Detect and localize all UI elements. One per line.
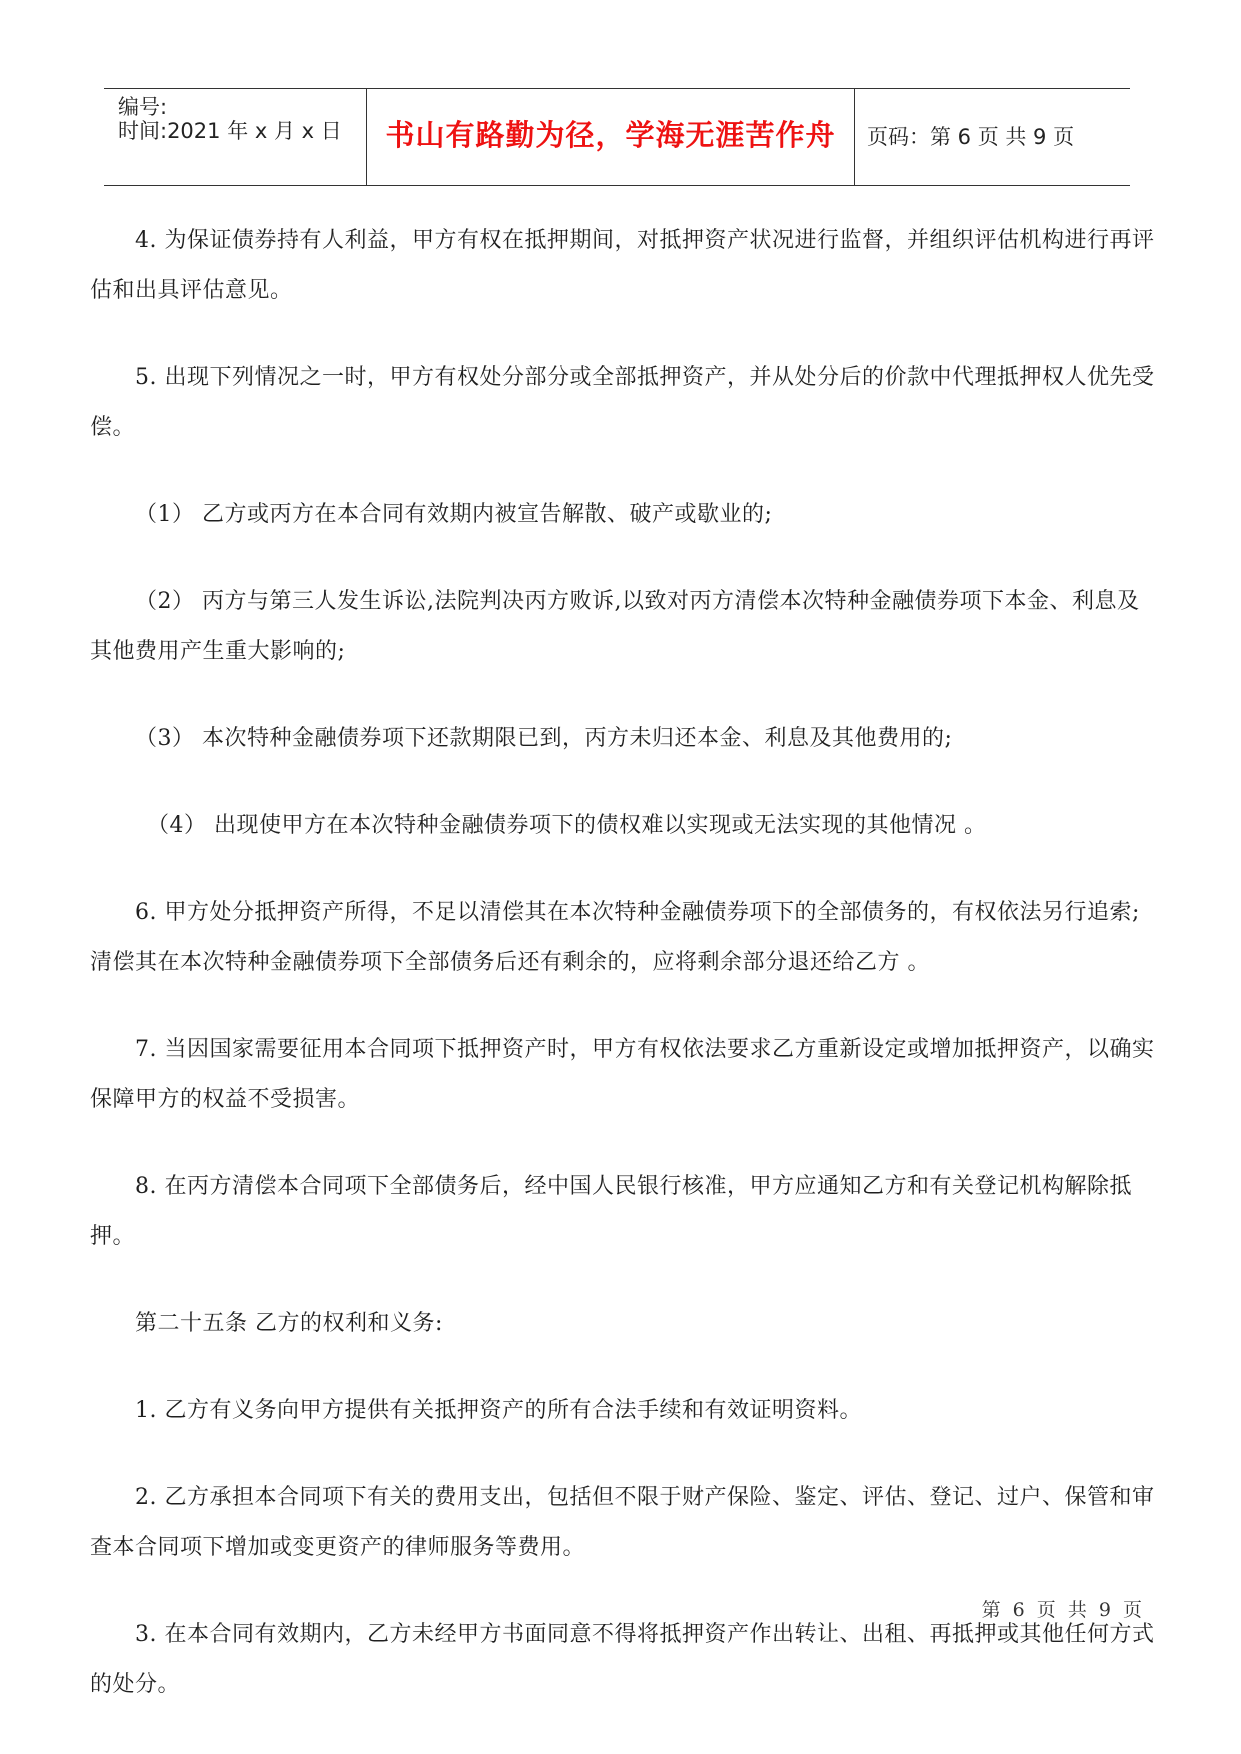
paragraph-item-1: （1） 乙方或丙方在本合同有效期内被宣告解散、破产或歇业的; <box>135 502 773 527</box>
document-number-label: 编号: <box>118 95 168 119</box>
article-25-heading: 第二十五条 乙方的权利和义务: <box>135 1311 443 1336</box>
paragraph-duty-2: 2. 乙方承担本合同项下有关的费用支出，包括但不限于财产保险、鉴定、评估、登记、过户、保管和审查本合同项下增加或变更资产的律师服务等费用。 <box>90 1485 1155 1560</box>
header-left-cell <box>104 89 367 185</box>
paragraph-clause-6: 6. 甲方处分抵押资产所得，不足以清偿其在本次特种金融债券项下的全部债务的，有权依法另行追索;清偿其在本次特种金融债券项下全部债务后还有剩余的，应将剩余部分退还给乙方 。 <box>90 900 1140 975</box>
paragraph-duty-3: 3. 在本合同有效期内，乙方未经甲方书面同意不得将抵押资产作出转让、出租、再抵押或其他任何方式的处分。 <box>90 1622 1155 1697</box>
paragraph-clause-5: 5. 出现下列情况之一时，甲方有权处分部分或全部抵押资产，并从处分后的价款中代理抵押权人优先受偿。 <box>90 365 1155 440</box>
document-body <box>90 216 1155 1747</box>
paragraph-item-4: （4） 出现使甲方在本次特种金融债券项下的债权难以实现或无法实现的其他情况 。 <box>147 813 987 838</box>
header-motto: 书山有路勤为径，学海无涯苦作舟 <box>385 118 836 152</box>
paragraph-duty-1: 1. 乙方有义务向甲方提供有关抵押资产的所有合法手续和有效证明资料。 <box>135 1398 862 1423</box>
paragraph-clause-8: 8. 在丙方清偿本合同项下全部债务后，经中国人民银行核准，甲方应通知乙方和有关登记机构解除抵押。 <box>90 1174 1132 1249</box>
header-page-info: 页码：第 6 页 共 9 页 <box>867 125 1075 149</box>
paragraph-item-2: （2） 丙方与第三人发生诉讼,法院判决丙方败诉,以致对丙方清偿本次特种金融债券项下本金、利息及其他费用产生重大影响的; <box>90 589 1140 664</box>
paragraph-clause-4: 4. 为保证债券持有人利益，甲方有权在抵押期间，对抵押资产状况进行监督，并组织评估机构进行再评估和出具评估意见。 <box>90 228 1155 303</box>
page-footer: 第 6 页 共 9 页 <box>981 1599 1145 1621</box>
document-header <box>104 88 1130 186</box>
header-middle-cell <box>367 89 855 185</box>
document-time-label: 时间:2021 年 x 月 x 日 <box>118 119 342 143</box>
paragraph-clause-7: 7. 当因国家需要征用本合同项下抵押资产时，甲方有权依法要求乙方重新设定或增加抵押资产，以确实保障甲方的权益不受损害。 <box>90 1037 1155 1112</box>
header-right-cell <box>855 89 1130 185</box>
paragraph-item-3: （3） 本次特种金融债券项下还款期限已到，丙方未归还本金、利息及其他费用的; <box>135 726 953 751</box>
